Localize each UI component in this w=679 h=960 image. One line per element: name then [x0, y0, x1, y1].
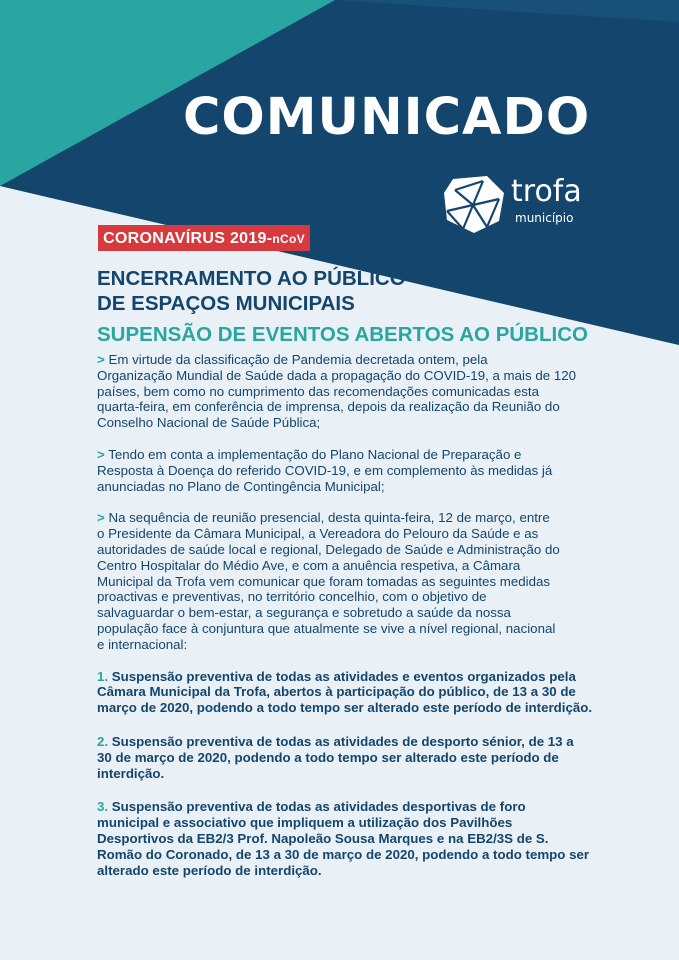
- paragraph-line: Conselho Nacional de Saúde Pública;: [97, 415, 321, 431]
- paragraph-line: Municipal da Trofa vem comunicar que foram tomadas as seguintes medidas: [97, 573, 551, 589]
- hexagon-mosaic-icon: [443, 175, 505, 235]
- measure-line: março de 2020, podendo a todo tempo ser alterado este período de interdição.: [97, 700, 593, 716]
- chevron-right-icon: >: [97, 352, 105, 367]
- measure-line: Suspensão preventiva de todas as atividades desportivas de foro: [111, 799, 526, 815]
- measure-line: municipal e associativo que impliquem a utilização dos Pavilhões: [97, 815, 513, 831]
- coronavirus-tag: [98, 225, 310, 251]
- headline-line-1: ENCERRAMENTO AO PÚBLICO: [97, 267, 406, 290]
- paragraph: [97, 352, 593, 431]
- measure-item: [97, 669, 593, 716]
- paragraph-line: quarta-feira, em conferência de imprensa, depois da realização da Reunião do: [97, 399, 560, 415]
- chevron-right-icon: >: [97, 510, 105, 526]
- paragraph-line: o Presidente da Câmara Municipal, a Vereadora do Pelouro da Saúde e as: [97, 526, 539, 542]
- paragraph-line: população face à conjuntura que atualmente se vive a nível regional, nacional: [97, 620, 556, 636]
- headline-line-2: DE ESPAÇOS MUNICIPAIS: [97, 292, 355, 315]
- measure-line: alterado este período de interdição.: [97, 862, 322, 878]
- measure-item: [97, 734, 593, 781]
- measure-line: Desportivos da EB2/3 Prof. Napoleão Sousa Marques e na EB2/3S de S.: [97, 830, 549, 846]
- paragraph-line: países, bem como no cumprimento das recomendações comunicadas esta: [97, 383, 539, 399]
- measure-line: interdição.: [97, 765, 165, 781]
- paragraph-line: Na sequência de reunião presencial, desta quinta-feira, 12 de março, entre: [108, 510, 550, 526]
- headline: [97, 266, 406, 316]
- paragraph: [97, 447, 593, 494]
- paragraph-line: salvaguardar o bem-estar, a segurança e sobretudo a saúde da nossa: [97, 605, 511, 621]
- measure-number: 2.: [97, 733, 109, 749]
- paragraph-line: autoridades de saúde local e regional, Delegado de Saúde e Administração do: [97, 541, 560, 557]
- paragraph-line: Resposta à Doença do referido COVID-19, e em complemento às medidas já: [97, 462, 553, 478]
- measure-line: Suspensão preventiva de todas as atividades e eventos organizados pela: [111, 668, 576, 684]
- paragraph-line: Tendo em conta a implementação do Plano Nacional de Preparação e: [108, 446, 522, 462]
- page-title: COMUNICADO: [183, 88, 591, 147]
- chevron-right-icon: >: [97, 446, 105, 462]
- paragraph-line: Em virtude da classificação de Pandemia decretada ontem, pela: [108, 352, 488, 367]
- measure-number: 1.: [97, 668, 109, 684]
- paragraph-line: e internacional:: [97, 636, 188, 652]
- measure-line: 30 de março de 2020, podendo a todo tempo ser alterado este período de: [97, 749, 559, 765]
- tag-label: CORONAVÍRUS 2019-: [103, 230, 273, 247]
- tag-suffix: nCoV: [272, 232, 305, 246]
- paragraph: [97, 510, 593, 652]
- logo-subtitle: município: [515, 211, 574, 225]
- paragraph-line: Organização Mundial de Saúde dada a propagação do COVID-19, a mais de 120: [97, 367, 576, 383]
- communique-body: [97, 352, 593, 896]
- paragraph-line: anunciadas no Plano de Contingência Municipal;: [97, 478, 385, 494]
- measure-line: Câmara Municipal da Trofa, abertos à participação do público, de 13 a 30 de: [97, 684, 576, 700]
- logo-wordmark: trofa: [511, 174, 582, 209]
- measure-number: 3.: [97, 799, 109, 815]
- paragraph-line: Centro Hospitalar do Médio Ave, e com a anuência respetiva, a Câmara: [97, 557, 521, 573]
- paragraph-line: proactivas e preventivas, no território concelhio, com o objetivo de: [97, 589, 487, 605]
- measure-line: Romão do Coronado, de 13 a 30 de março de 2020, podendo a todo tempo ser: [97, 846, 590, 862]
- measure-item: [97, 799, 593, 878]
- subheadline: SUPENSÃO DE EVENTOS ABERTOS AO PÚBLICO: [97, 323, 588, 346]
- measure-line: Suspensão preventiva de todas as atividades de desporto sénior, de 13 a: [111, 733, 574, 749]
- municipality-logo: [443, 175, 603, 235]
